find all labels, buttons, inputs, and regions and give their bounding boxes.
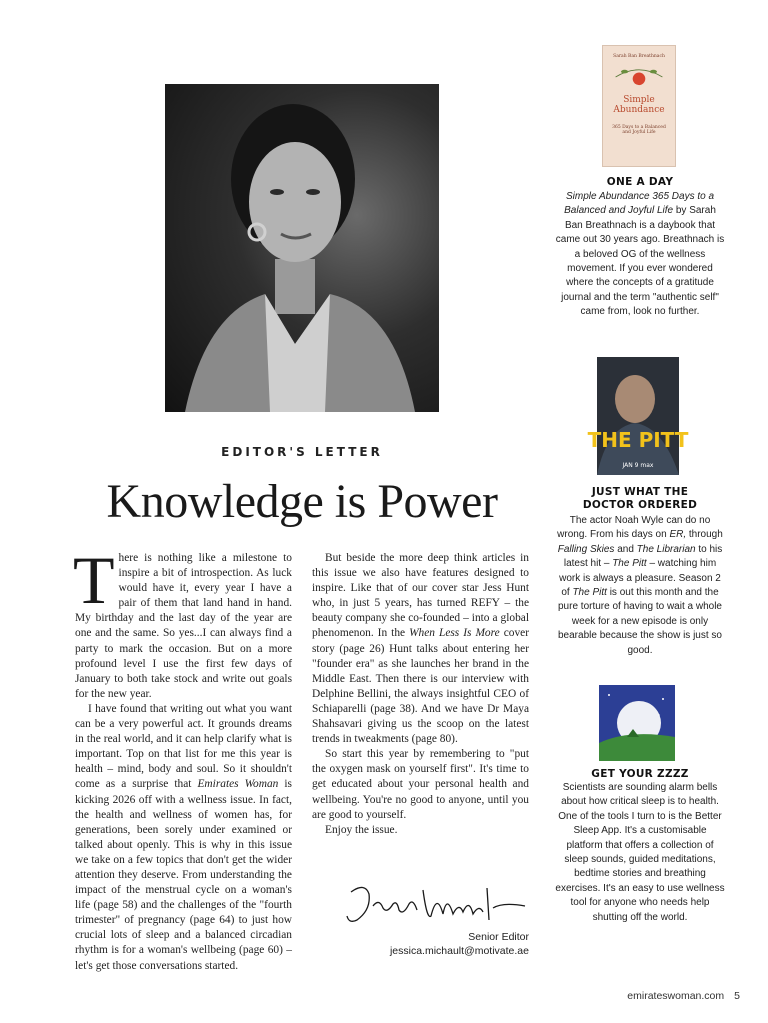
paragraph: So start this year by remembering to "put the oxygen mask on yourself first". It's time to get educated about your personal health and wellbeing. You're no good to anyone, until you are good to yourself. (312, 748, 529, 821)
editor-email[interactable]: jessica.michault@motivate.ae (389, 945, 529, 957)
signature-icon (343, 880, 528, 930)
drop-cap: T (73, 542, 115, 618)
page-footer (617, 990, 740, 1002)
paragraph: There is nothing like a milestone to inspire a bit of introspection. As luck would have it, every year I have a pair of them that land hand in hand. My birthday and the last day of the year are one and the same. So yes...I can always find a party to mark the occasion. But on a more profound level I use the first few days of January to both take stock and write out goals for the new year. (73, 542, 292, 700)
sleep-app-image (599, 685, 675, 761)
apple-branch-icon (603, 59, 675, 95)
moon-icon (599, 685, 675, 761)
footer-site-link[interactable]: emirateswoman.com (627, 990, 725, 1002)
paragraph: I have found that writing out what you want can be a very powerful act. It grounds dreams in the real world, and it can help clarify what is important. Top on that list for me this year is health – mind, body and soul. So it shouldn't come as a surprise that Emirates Woman is kicking 2026 off with a wellness issue. In fact, the health and wellness of women has, for generations, been sorely under examined or talked about openly. This is why in this issue we take on a few topics that don't get the wider attention they deserve. From understanding the impact of the menstrual cycle on a woman's life (page 58) and the challenges of the "fourth trimester" of pregnancy (page 64) to just how crucial lots of sleep and a balanced circadian rhythm is for a woman's wellbeing (page 60) – let's get those conversations started. (75, 702, 292, 972)
svg-text:THE PITT: THE PITT (587, 428, 689, 452)
portrait-photo-icon (165, 84, 439, 412)
page-number: 5 (734, 990, 740, 1002)
the-pitt-poster-image (587, 357, 689, 475)
sidebar-text-book: Simple Abundance 365 Days to a Balanced and Joyful Life by Sarah Ban Breathnach is a daybook that came out 30 years ago. Breathnach is a beloved OG of the wellness movement. If you ever wondered where the concepts of a gratitude journal and the term "authentic self" came from, look no further. (555, 191, 725, 318)
sidebar-title-pitt: JUST WHAT THE DOCTOR ORDERED (582, 486, 698, 511)
svg-text:JAN 9 max: JAN 9 max (622, 462, 654, 469)
sidebar-title-sleep: GET YOUR ZZZZ (591, 768, 689, 780)
signature-block (380, 930, 529, 958)
book-cover-title: Simple Abundance (613, 95, 665, 115)
editor-role: Senior Editor (468, 931, 529, 943)
editor-portrait-photo (165, 84, 439, 412)
paragraph: But beside the more deep think articles in this issue we also have features designed to inspire. Like that of our cover star Jess Hunt who, in just 5 years, has turned REFY – the beauty company she co-founded – into a global phenomenon. In the When Less Is More cover story (page 26) Hunt talks about entering her "founder era" as she launches her brand in the Middle East. Then there is our interview with Delphine Bellini, the always insightful CEO of Schiaparelli (page 38). And we have Dr Maya Shahsavari giving us the scoop on the latest trends in tweakments (page 80). (312, 552, 529, 746)
sidebar-text-sleep: Scientists are sounding alarm bells about how critical sleep is to health. One of the tools I turn to is the Better Sleep App. It's a customisable platform that offers a collection of sleep sounds, guided meditations, bedtime stories and breathing exercises. It's an easy to use wellness tool for anyone who needs help shutting off the world. (555, 782, 725, 923)
book-cover-image: Sarah Ban Breathnach Simple Abundance 365 Days to a Balanced and Joyful Life (602, 45, 676, 167)
article-headline: Knowledge is Power (106, 475, 498, 528)
paragraph: Enjoy the issue. (325, 823, 398, 836)
sidebar-text-pitt: The actor Noah Wyle can do no wrong. From his days on ER, through Falling Skies and The Librarian to his latest hit – The Pitt – watching him work is always a pleasure. Season 2 of The Pitt is out this month and the pure torture of having to wait a whole week for a new episode is only bearable because the show is just so good. (557, 515, 723, 656)
section-kicker: EDITOR'S LETTER (221, 445, 383, 459)
article-column-2 (312, 551, 529, 838)
tv-poster-icon (587, 357, 689, 475)
article-column-1 (73, 542, 292, 974)
sidebar-title-book: ONE A DAY (606, 176, 674, 188)
